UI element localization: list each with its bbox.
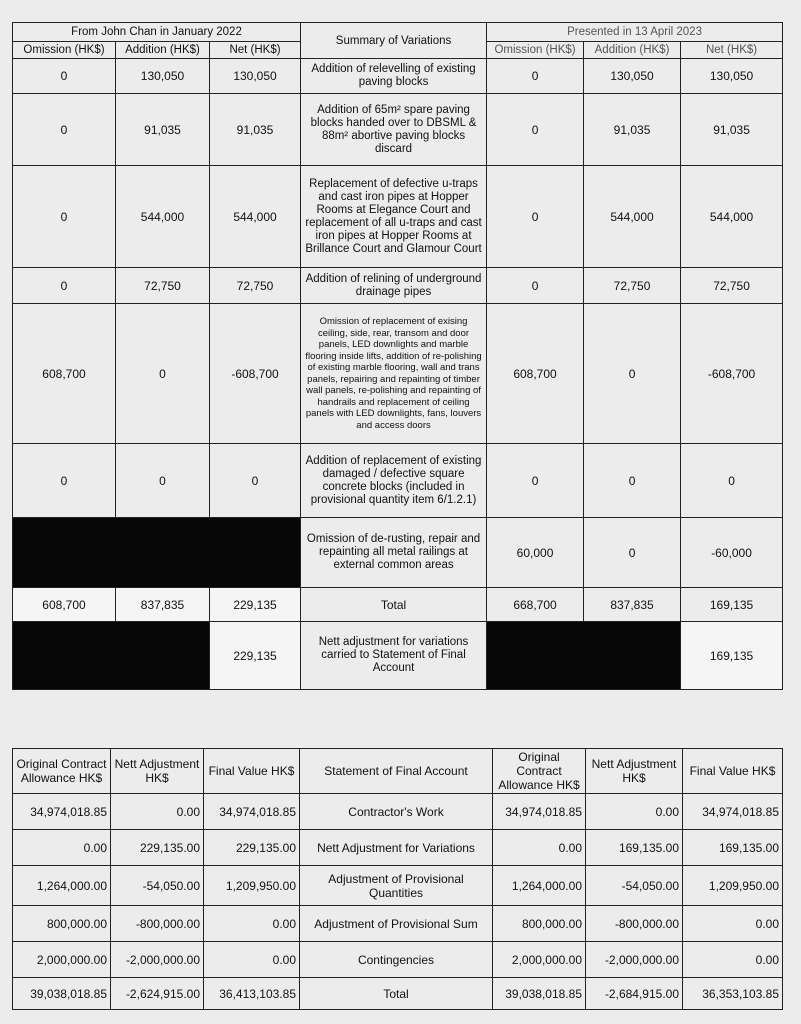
variation-desc: Addition of relining of underground drainage pipes [301,268,487,304]
final-account-label: Contingencies [300,942,493,978]
variation-row [13,166,783,268]
right-final: 34,974,018.85 [683,794,783,830]
final-account-label: Total [300,978,493,1010]
variation-desc: Omission of de-rusting, repair and repainting all metal railings at external common areas [301,518,487,588]
left-original: 34,974,018.85 [13,794,111,830]
jc-addition-header: Addition (HK$) [116,42,210,59]
pr-addition: 544,000 [584,166,681,268]
jc-omission: 0 [13,59,116,94]
jc-omission-header: Omission (HK$) [13,42,116,59]
variation-row [13,268,783,304]
left-nett: -800,000.00 [111,906,204,942]
jc-omission: 0 [13,166,116,268]
left-final: 1,209,950.00 [204,866,300,906]
jc-net: 91,035 [210,94,301,166]
variation-desc: Addition of replacement of existing damaged / defective square concrete blocks (included in provisional quantity item 6/1.2.1) [301,444,487,518]
final-account-row [13,906,783,942]
variation-row [13,444,783,518]
pr-omission: 0 [487,166,584,268]
pr-net: 91,035 [681,94,783,166]
left-original: 1,264,000.00 [13,866,111,906]
variation-desc: Addition of 65m² spare paving blocks handed over to DBSML & 88m² abortive paving blocks discard [301,94,487,166]
left-final: 0.00 [204,942,300,978]
variation-row [13,59,783,94]
pr-addition: 130,050 [584,59,681,94]
right-nett: -2,000,000.00 [586,942,683,978]
pr-omission: 60,000 [487,518,584,588]
jc-total-omission: 608,700 [13,588,116,622]
final-account-label: Adjustment of Provisional Sum [300,906,493,942]
jc-total-addition: 837,835 [116,588,210,622]
jc-net-header: Net (HK$) [210,42,301,59]
left-nett-header: Nett Adjustment HK$ [111,749,204,794]
pr-total-net: 169,135 [681,588,783,622]
jc-omission: 608,700 [13,304,116,444]
right-original: 1,264,000.00 [493,866,586,906]
summary-of-variations-table [12,22,783,690]
right-final: 1,209,950.00 [683,866,783,906]
jc-addition: 0 [116,444,210,518]
jc-addition: 544,000 [116,166,210,268]
presented-group-title: Presented in 13 April 2023 [487,23,783,42]
right-original: 2,000,000.00 [493,942,586,978]
jc-addition: 72,750 [116,268,210,304]
left-nett: -2,624,915.00 [111,978,204,1010]
left-final: 0.00 [204,906,300,942]
right-nett: -800,000.00 [586,906,683,942]
variation-desc: Addition of relevelling of existing paving blocks [301,59,487,94]
pr-net: -60,000 [681,518,783,588]
final-account-total-row [13,978,783,1010]
right-original: 39,038,018.85 [493,978,586,1010]
pr-addition: 0 [584,304,681,444]
right-original: 0.00 [493,830,586,866]
final-account-row [13,866,783,906]
pr-omission-header: Omission (HK$) [487,42,584,59]
pr-omission: 608,700 [487,304,584,444]
left-final: 229,135.00 [204,830,300,866]
pr-net: 130,050 [681,59,783,94]
right-original-header: Original Contract Allowance HK$ [493,749,586,794]
final-account-row [13,942,783,978]
right-nett-header: Nett Adjustment HK$ [586,749,683,794]
pr-net: -608,700 [681,304,783,444]
left-original: 39,038,018.85 [13,978,111,1010]
left-nett: 229,135.00 [111,830,204,866]
pr-total-omission: 668,700 [487,588,584,622]
jc-net: 0 [210,444,301,518]
variation-desc: Omission of replacement of exising ceiling, side, rear, transom and door panels, LED downlights and marble flooring inside lifts, addition of re-polishing of existing marble flooring, wall and trans panels, repairing and repainting of timber wall panels, re-polishing and repainting of handrails and replacement of ceiling panels with LED downlights, fans, louvers and access doors [301,304,487,444]
final-account-label: Adjustment of Provisional Quantities [300,866,493,906]
pr-net: 72,750 [681,268,783,304]
left-nett: -54,050.00 [111,866,204,906]
jc-net: -608,700 [210,304,301,444]
right-final: 0.00 [683,942,783,978]
redacted-block [13,518,301,588]
left-final-header: Final Value HK$ [204,749,300,794]
left-nett: 0.00 [111,794,204,830]
variation-row [13,304,783,444]
summary-desc-header: Summary of Variations [301,23,487,59]
pr-total-addition: 837,835 [584,588,681,622]
pr-net-header: Net (HK$) [681,42,783,59]
right-nett: -54,050.00 [586,866,683,906]
variation-desc: Replacement of defective u-traps and cast iron pipes at Hopper Rooms at Elegance Court and replacement of all u-traps and cast iron pipes at Hopper Rooms at Brillance Court and Glamour Court [301,166,487,268]
pr-addition: 91,035 [584,94,681,166]
jc-net: 72,750 [210,268,301,304]
total-row [13,588,783,622]
right-final: 0.00 [683,906,783,942]
left-original: 2,000,000.00 [13,942,111,978]
final-account-label: Contractor's Work [300,794,493,830]
variation-row [13,94,783,166]
jc-net: 544,000 [210,166,301,268]
jc-addition: 130,050 [116,59,210,94]
jc-nett-value: 229,135 [210,622,301,690]
left-final: 36,413,103.85 [204,978,300,1010]
pr-omission: 0 [487,94,584,166]
left-original: 0.00 [13,830,111,866]
right-nett: -2,684,915.00 [586,978,683,1010]
right-final-header: Final Value HK$ [683,749,783,794]
final-account-row [13,794,783,830]
right-final: 169,135.00 [683,830,783,866]
jc-omission: 0 [13,444,116,518]
pr-addition: 72,750 [584,268,681,304]
pr-addition: 0 [584,518,681,588]
right-original: 34,974,018.85 [493,794,586,830]
jc-addition: 0 [116,304,210,444]
john-chan-group-title: From John Chan in January 2022 [13,23,301,42]
jc-omission: 0 [13,268,116,304]
final-account-header-row [13,749,783,794]
group-header-row [13,23,783,42]
final-account-label: Nett Adjustment for Variations [300,830,493,866]
nett-adjustment-label: Nett adjustment for variations carried to Statement of Final Account [301,622,487,690]
pr-nett-value: 169,135 [681,622,783,690]
pr-addition: 0 [584,444,681,518]
redacted-block [487,622,681,690]
jc-net: 130,050 [210,59,301,94]
jc-omission: 0 [13,94,116,166]
left-original: 800,000.00 [13,906,111,942]
final-account-row [13,830,783,866]
redacted-block [13,622,210,690]
total-label: Total [301,588,487,622]
final-account-table [12,748,783,1010]
pr-omission: 0 [487,268,584,304]
pr-net: 0 [681,444,783,518]
nett-adjustment-row [13,622,783,690]
right-original: 800,000.00 [493,906,586,942]
right-nett: 169,135.00 [586,830,683,866]
pr-omission: 0 [487,59,584,94]
pr-addition-header: Addition (HK$) [584,42,681,59]
jc-addition: 91,035 [116,94,210,166]
jc-total-net: 229,135 [210,588,301,622]
right-final: 36,353,103.85 [683,978,783,1010]
left-original-header: Original Contract Allowance HK$ [13,749,111,794]
right-nett: 0.00 [586,794,683,830]
pr-omission: 0 [487,444,584,518]
left-nett: -2,000,000.00 [111,942,204,978]
final-account-desc-header: Statement of Final Account [300,749,493,794]
variation-row [13,518,783,588]
left-final: 34,974,018.85 [204,794,300,830]
pr-net: 544,000 [681,166,783,268]
